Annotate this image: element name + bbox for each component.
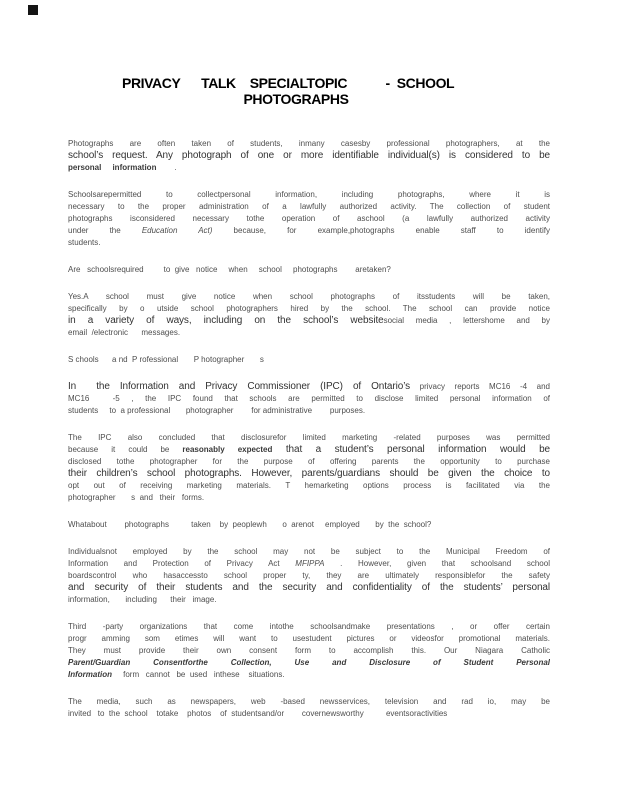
text-segment: MC16 -5 , the IPC found that schools are permitted to disclose limited personal information of [68, 394, 550, 403]
document-content [68, 75, 550, 735]
text-segment: Photographs are often taken of students, inmany casesby professional photographers, at the [68, 139, 550, 148]
text-segment: S chools a nd P rofessional P hotographer s [68, 355, 264, 364]
text-line [68, 432, 550, 444]
text-line [68, 645, 550, 657]
paragraph-ipc-reports [68, 381, 550, 417]
paragraph-third-party [68, 621, 550, 681]
text-line [68, 546, 550, 558]
text-line [68, 237, 550, 249]
text-line [68, 708, 550, 720]
text-segment: because it could be [68, 445, 183, 454]
text-segment: In the Information and Privacy Commissioner (IPC) of Ontario’s [68, 381, 411, 392]
text-segment: invited to the school totake photos of studentsand/or covernewsworthy eventsoractivities [68, 709, 448, 718]
text-line [68, 621, 550, 633]
text-segment: The media, such as newspapers, web -based newsservices, television and rad io, may be [68, 697, 550, 706]
question-not-employed [68, 519, 550, 531]
text-segment: Schoolsarepermitted to collectpersonal information, including photographs, where it is [68, 190, 550, 199]
text-line [68, 657, 550, 669]
text-segment: school’s request. Any photograph of one or more identifiable individual(s) is considered to be [68, 150, 550, 161]
text-line [68, 393, 550, 405]
text-segment: Information and Protection of Privacy Act [68, 559, 296, 568]
text-segment: social media , lettershome and by [383, 316, 550, 325]
text-line [68, 162, 550, 174]
text-line [68, 582, 550, 594]
text-line [68, 492, 550, 504]
text-line [68, 594, 550, 606]
paragraph-media [68, 696, 550, 720]
text-segment: Whatabout photographs taken by peoplewh o arenot employed by the school? [68, 520, 432, 529]
text-segment: The IPC also concluded that disclosurefor limited marketing -related purposes was permitted [68, 433, 550, 442]
text-segment: under the [68, 226, 142, 235]
text-segment: reasonably expected [182, 445, 273, 454]
text-line [68, 225, 550, 237]
text-line [68, 519, 550, 531]
text-segment: specifically by o utside school photographers hired by the school. The school can provide notice [68, 304, 550, 313]
text-segment: that a student’s personal information would be [272, 444, 550, 455]
text-line [68, 381, 550, 393]
text-segment: in a variety of ways, including on the school’s website [68, 315, 384, 326]
text-segment: Individualsnot employed by the school may not be subject to the Municipal Freedom of [68, 547, 550, 556]
text-segment: because, for example,photographs enable staff to identify [212, 226, 550, 235]
paragraph-collection [68, 189, 550, 249]
text-line [68, 444, 550, 456]
text-segment: . [156, 163, 177, 172]
text-line [68, 480, 550, 492]
text-segment: form cannot be used inthese situations. [112, 670, 285, 679]
title-line-2: PHOTOGRAPHS [243, 91, 349, 107]
text-segment: privacy reports MC16 -4 and [410, 382, 550, 391]
text-line [68, 570, 550, 582]
text-line [68, 558, 550, 570]
paragraph-notice [68, 291, 550, 339]
document-body [68, 138, 550, 720]
text-segment: and security of their students and the security and confidentiality of the students’ personal [68, 582, 550, 593]
text-line [68, 150, 550, 162]
text-line [68, 303, 550, 315]
text-segment: boardscontrol who hasaccessto school proper ty, they are ultimately responsiblefor the safety [68, 571, 550, 580]
text-line [68, 456, 550, 468]
text-line [68, 201, 550, 213]
text-segment: opt out of receiving marketing materials. T hemarketing options process is facilitated via the [68, 481, 550, 490]
text-segment: They must provide their own consent form to accomplish this. Our Niagara Catholic [68, 646, 550, 655]
title-line-1: PRIVACY TALK SPECIALTOPIC - SCHOOL [122, 75, 455, 91]
text-segment: Parent/Guardian Consentforthe Collection, Use and Disclosure of Student Personal [68, 658, 550, 667]
text-segment: Third -party organizations that come intothe schoolsandmake presentations , or offer certain [68, 622, 550, 631]
text-line [68, 354, 550, 366]
text-line [68, 405, 550, 417]
text-line [68, 138, 550, 150]
text-segment: email /electronic messages. [68, 328, 181, 337]
text-segment: necessary to the proper administration of a lawfully authorized activity. The collection of student [68, 202, 550, 211]
text-segment: students to a professional photographer for administrative purposes. [68, 406, 366, 415]
document-title [122, 75, 470, 107]
paragraph-mfippa [68, 546, 550, 606]
text-segment: personal information [68, 163, 157, 172]
heading-photographers [68, 354, 550, 366]
text-line [68, 696, 550, 708]
text-segment: disclosed tothe photographer for the purpose of offering parents the opportunity to purchase [68, 457, 550, 466]
text-segment: their children’s school photographs. However, parents/guardians should be given the choice to [68, 468, 550, 479]
text-line [68, 633, 550, 645]
text-line [68, 264, 550, 276]
text-line [68, 327, 550, 339]
text-segment: MFIPPA [295, 559, 325, 568]
text-line [68, 213, 550, 225]
text-segment: photographs isconsidered necessary tothe operation of aschool (a lawfully authorized activity [68, 214, 550, 223]
question-notice [68, 264, 550, 276]
text-line [68, 315, 550, 327]
text-line [68, 468, 550, 480]
text-segment: . However, given that schoolsand school [324, 559, 550, 568]
text-segment: Are schoolsrequired to give notice when school photographs aretaken? [68, 265, 391, 274]
text-segment: students. [68, 238, 101, 247]
text-line [68, 669, 550, 681]
text-segment: Yes.A school must give notice when school photographs of itsstudents will be taken, [68, 292, 550, 301]
paragraph-marketing [68, 432, 550, 504]
text-segment: Education Act) [141, 226, 213, 235]
text-line [68, 189, 550, 201]
paragraph-intro [68, 138, 550, 174]
text-segment: Information [68, 670, 112, 679]
text-segment: photographer s and their forms. [68, 493, 205, 502]
text-segment: progr amming som etimes will want to usestudent pictures or videosfor promotional materials. [68, 634, 550, 643]
text-line [68, 291, 550, 303]
page-corner-mark [28, 5, 38, 15]
text-segment: information, including their image. [68, 595, 217, 604]
